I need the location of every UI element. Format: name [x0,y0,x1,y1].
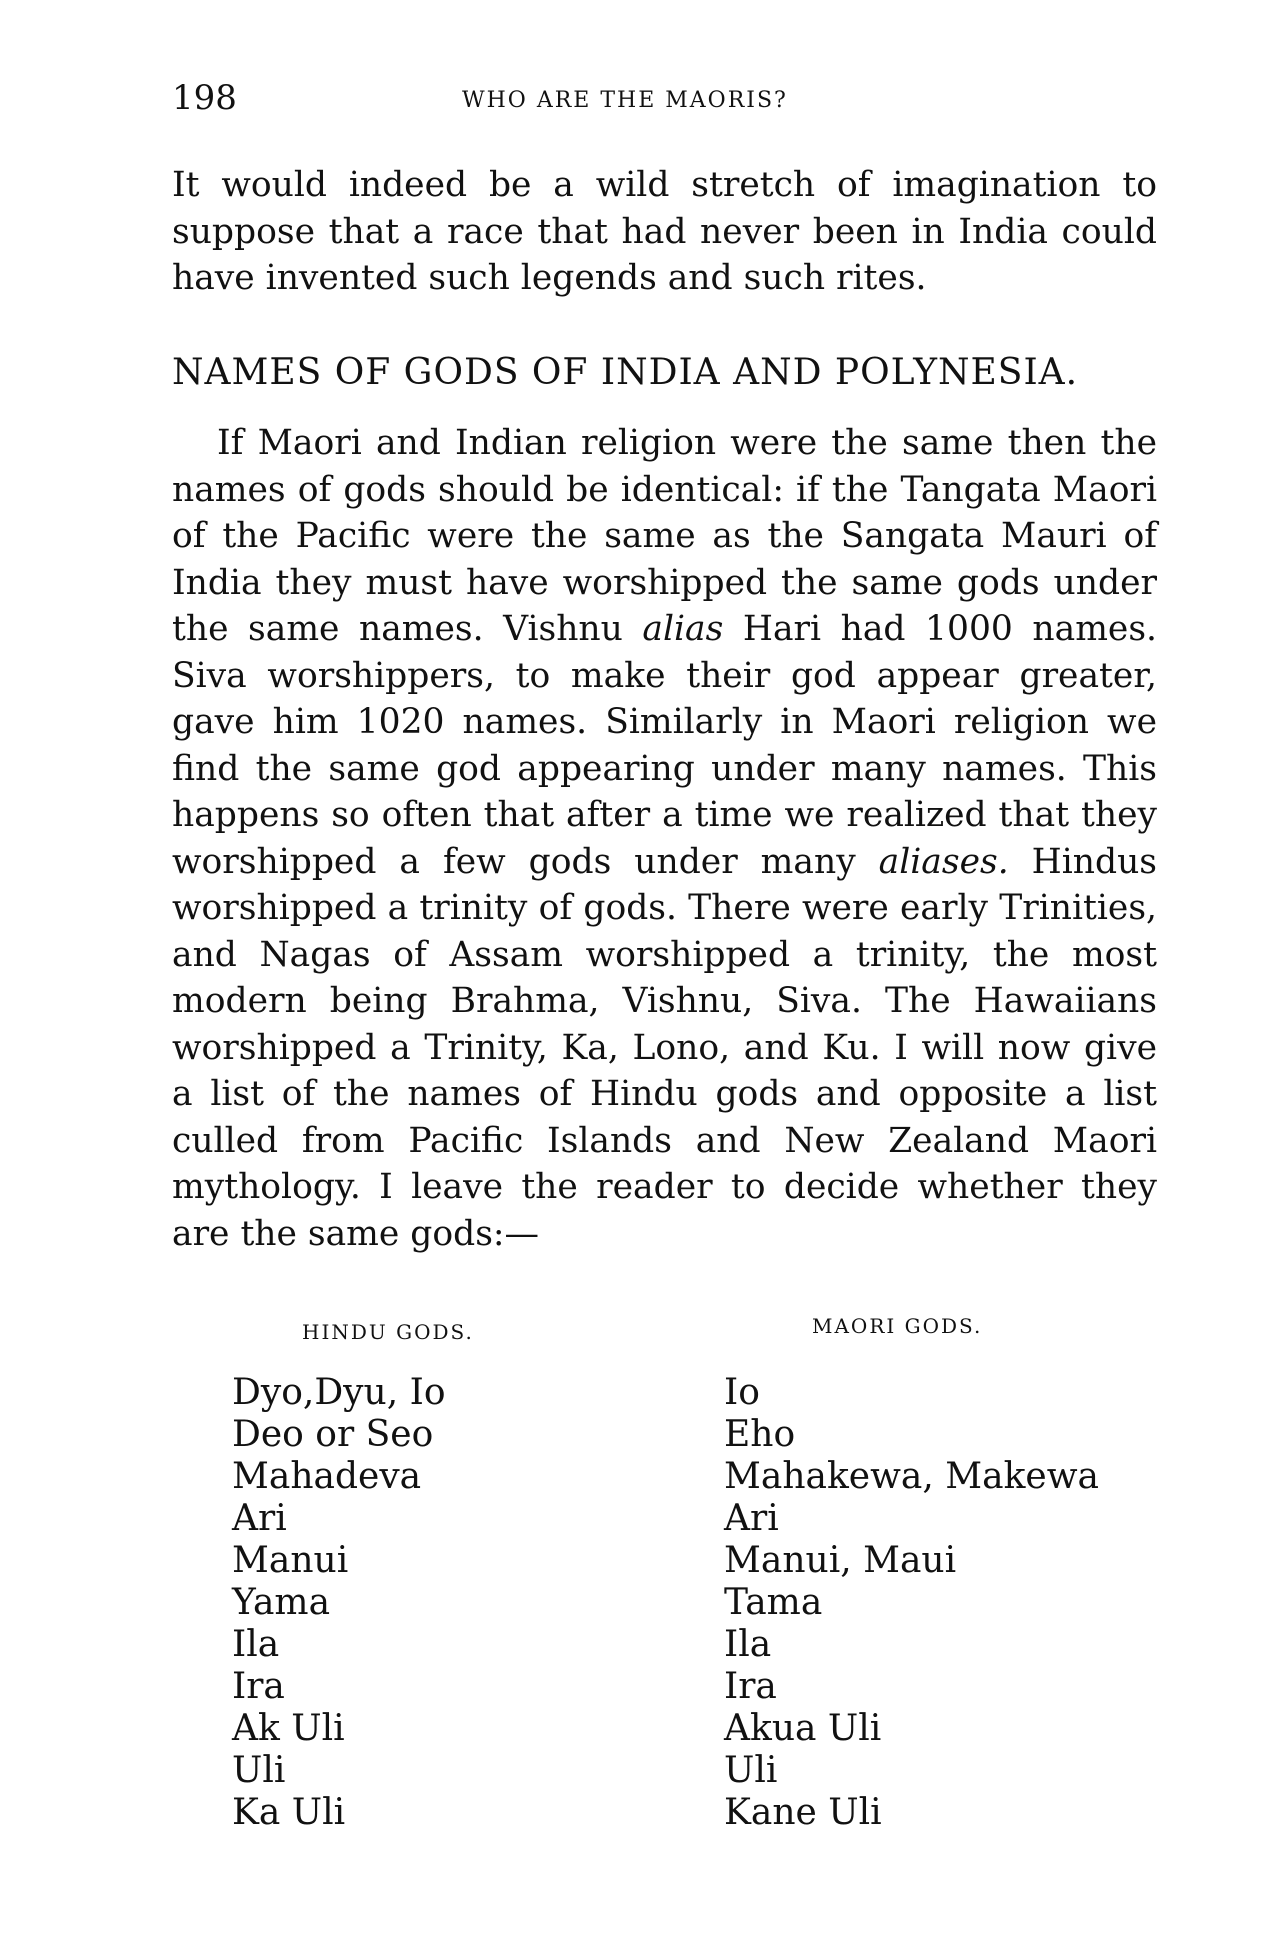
maori-god-item: Tama [724,1582,823,1623]
maori-god-item: Ila [724,1624,772,1665]
hindu-god-item: Yama [232,1582,331,1623]
maori-god-item: Akua Uli [724,1708,882,1749]
emphasis-alias: alias [642,609,724,649]
hindu-god-item: Ka Uli [232,1792,346,1833]
maori-god-item: Eho [724,1414,796,1455]
paragraph-text: Hari had 1000 names. Siva worshippers, to make their god appear greater, gave him 1020 names. Similarly in Maori religion we find the same god appearing under many names. This happens so often that after a time we realized that they worshipped a few gods under many [172,609,1157,882]
maori-god-item: Kane Uli [724,1792,882,1833]
maori-god-item: Ari [724,1498,779,1539]
running-head [172,78,1172,128]
emphasis-aliases: aliases. [878,841,1009,882]
paragraph-text: Hindus worshipped a trinity of gods. There were early Trinities, and Nagas of Assam worshipped a trinity, the most modern being Brahma, Vishnu, Siva. The Hawaiians worshipped a Trinity, Ka, Lono, and Ku. I will now give a list of the names of Hindu gods and opposite a list culled from Pacific Islands and New Zealand Maori mythology. I leave the reader to decide whether they are the same gods:— [172,841,1158,1254]
maori-god-item: Mahakewa, Makewa [724,1456,1099,1497]
intro-paragraph: It would indeed be a wild stretch of imagination to suppose that a race that had never been in India could have invented such legends and such rites. [172,165,1157,298]
hindu-god-item: Dyo,Dyu, Io [232,1372,446,1413]
hindu-god-item: Ak Uli [232,1708,345,1749]
maori-gods-header: MAORI GODS. [812,1314,983,1338]
hindu-gods-column [232,1372,446,1834]
hindu-god-item: Deo or Seo [232,1414,434,1455]
page-number: 198 [172,78,237,118]
hindu-god-item: Mahadeva [232,1456,422,1497]
hindu-god-item: Uli [232,1750,286,1791]
paragraph-text: If Maori and Indian religion were the same then the names of gods should be identical: if the Tangata Maori of the Pacific were the same as the Sangata Mauri of India they must have worshipped the same gods under the same names. Vishnu [172,423,1157,649]
hindu-god-item: Ira [232,1666,285,1707]
running-title: WHO ARE THE MAORIS? [462,88,788,113]
hindu-god-item: Manui [232,1540,349,1581]
hindu-gods-header: HINDU GODS. [302,1320,474,1344]
maori-gods-column [724,1372,1099,1834]
maori-god-item: Io [724,1372,760,1413]
maori-god-item: Manui, Maui [724,1540,957,1581]
hindu-god-item: Ari [232,1498,287,1539]
section-paragraph [172,420,1157,1257]
hindu-god-item: Ila [232,1624,280,1665]
maori-god-item: Uli [724,1750,778,1791]
maori-god-item: Ira [724,1666,777,1707]
section-heading: NAMES OF GODS OF INDIA AND POLYNESIA. [172,352,1079,393]
section-paragraph-block [172,420,1157,1257]
intro-paragraph-block [172,162,1157,302]
